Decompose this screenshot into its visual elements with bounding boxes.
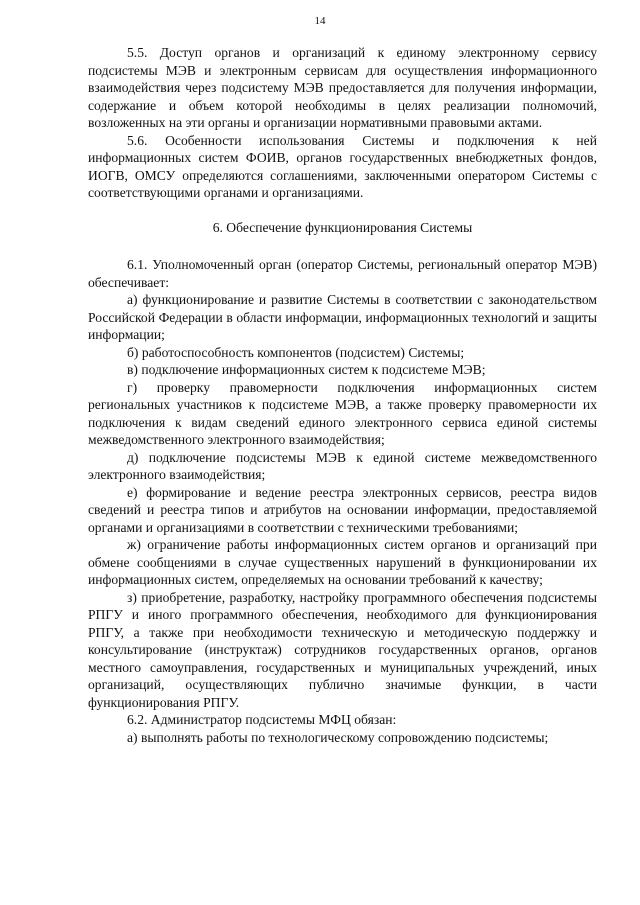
list-item-g: г) проверку правомерности подключения информационных систем региональных участников к подсистеме МЭВ, а также проверку правомерности их подключения к видам сведений единого электронного сервиса единой системы межведомственного электронного взаимодействия;	[88, 379, 597, 447]
page-number: 14	[314, 15, 326, 27]
paragraph-5-5: 5.5. Доступ органов и организаций к единому электронному сервису подсистемы МЭВ и электронным сервисам для осуществления информационного взаимодействия через подсистему МЭВ предоставляется для получения информации, содержание и объем которой необходимы в целях реализации полномочий, возложенных на эти органы и организации нормативными правовыми актами.	[88, 45, 597, 130]
paragraph-6-1: 6.1. Уполномоченный орган (оператор Системы, региональный оператор МЭВ) обеспечивает:	[88, 257, 597, 290]
document-body	[88, 44, 597, 746]
paragraph-5-6: 5.6. Особенности использования Системы и подключения к ней информационных систем ФОИВ, органов государственных внебюджетных фондов, ИОГВ, ОМСУ определяются соглашениями, заключенными оператором Системы с соответствующими органами и организациями.	[88, 132, 597, 200]
list-item-6-2-a: а) выполнять работы по технологическому сопровождению подсистемы;	[127, 729, 549, 745]
paragraph-6-2: 6.2. Администратор подсистемы МФЦ обязан:	[127, 712, 397, 727]
list-item-z: з) приобретение, разработку, настройку программного обеспечения подсистемы РПГУ и иного программного обеспечения, необходимого для функционирования РПГУ, а также при необходимости техническую и методическую поддержку и консультирование (инструктаж) сотрудников государственных органов, органов местного самоуправления, государственных и муниципальных учреждений, иных организаций, осуществляющих публично значимые функции, в части функционирования РПГУ.	[88, 589, 597, 710]
list-item-a: а) функционирование и развитие Системы в соответствии с законодательством Российской Федерации в области информации, информационных технологий и защиты информации;	[88, 292, 597, 342]
list-item-e: е) формирование и ведение реестра электронных сервисов, реестра видов сведений и реестра типов и атрибутов на основании информации, предоставляемой органами и организациями в соответствии с техническими требованиями;	[88, 484, 597, 535]
list-item-zh: ж) ограничение работы информационных систем органов и организаций при обмене сообщениями в случае существенных нарушений в функционировании их информационных систем, определяемых на основании требований к качеству;	[88, 537, 597, 587]
list-item-b: б) работоспособность компонентов (подсистем) Системы;	[127, 344, 465, 360]
list-item-d: д) подключение подсистемы МЭВ к единой системе межведомственного электронного взаимодействия;	[88, 449, 597, 482]
section-heading-6: 6. Обеспечение функционирования Системы	[212, 219, 473, 235]
list-item-v: в) подключение информационных систем к подсистеме МЭВ;	[127, 362, 486, 377]
